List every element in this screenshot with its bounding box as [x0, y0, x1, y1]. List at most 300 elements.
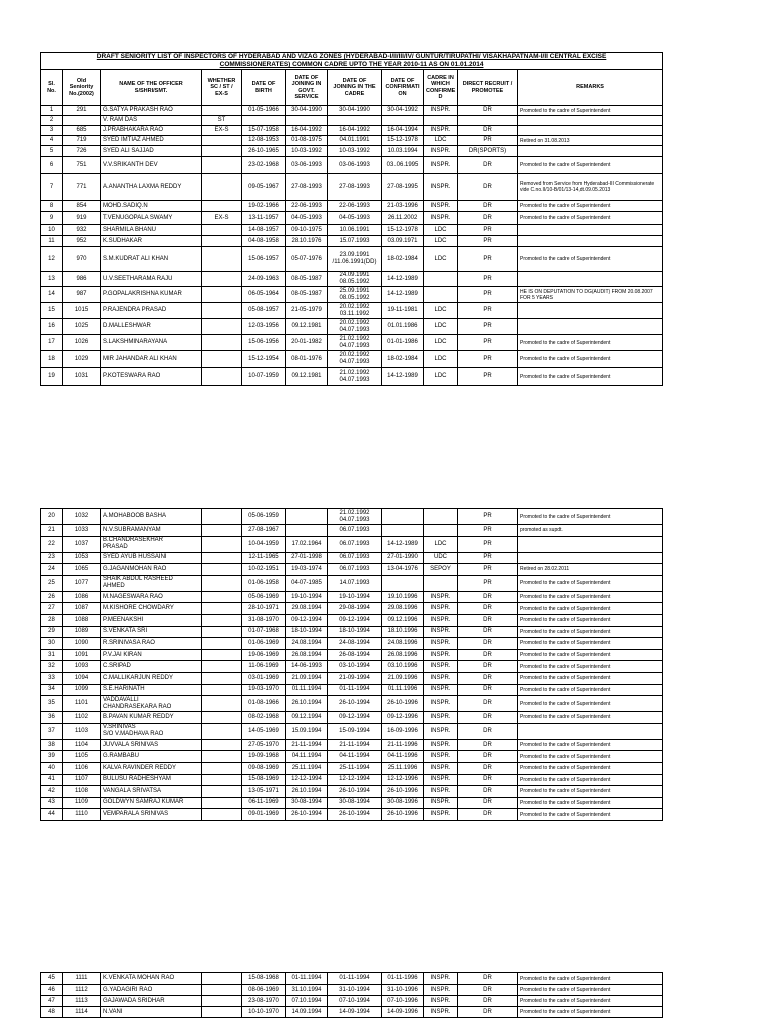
cell-doj-cadre: 12-12-1994: [328, 774, 382, 786]
cell-dob: 11-06-1969: [242, 661, 286, 673]
cell-slno: 42: [41, 786, 63, 798]
table-row: [41, 751, 663, 763]
cell-doj-cadre: 04-11-1994: [328, 751, 382, 763]
cell-old-seniority: 987: [63, 287, 101, 303]
cell-remarks: Promoted to the cadre of Superintendent: [518, 739, 663, 751]
cell-remarks: Promoted to the cadre of Superintendent: [518, 762, 663, 774]
cell-slno: 5: [41, 146, 63, 157]
table-row: [41, 723, 663, 739]
cell-slno: 30: [41, 638, 63, 650]
seniority-table: [40, 508, 663, 821]
cell-name: A.ANANTHA LAXMA REDDY: [101, 174, 202, 201]
cell-remarks: Promoted to the cadre of Superintendent: [518, 638, 663, 650]
cell-remarks: Promoted to the cadre of Superintendent: [518, 509, 663, 525]
cell-doj-govt: 27-08-1993: [286, 174, 328, 201]
cell-category: [202, 603, 242, 615]
table-row: [41, 973, 663, 985]
cell-cadre-confirmed: INSPR.: [424, 723, 458, 739]
cell-confirmation: 18.10.1996: [382, 626, 424, 638]
table-row: [41, 1007, 663, 1018]
cell-slno: 25: [41, 575, 63, 591]
cell-doj-govt: 19-03-1974: [286, 564, 328, 576]
cell-category: [202, 174, 242, 201]
cell-confirmation: 30-08-1996: [382, 797, 424, 809]
cell-cadre-confirmed: INSPR.: [424, 614, 458, 626]
cell-dob: 19-06-1969: [242, 649, 286, 661]
cell-confirmation: 26-10-1996: [382, 696, 424, 712]
cell-name: N.VANI: [101, 1007, 202, 1018]
cell-remarks: Promoted to the cadre of Superintendent: [518, 591, 663, 603]
cell-doj-cadre: 29-08-1994: [328, 603, 382, 615]
cell-remarks: Removed from Service from Hyderabad-III Commissionerate vide C.no.II/10-B/01/13-14,dt.09.05.2013: [518, 174, 663, 201]
cell-remarks: [518, 319, 663, 335]
header-remarks: REMARKS: [518, 70, 663, 106]
cell-doj-govt: 01-11.1994: [286, 973, 328, 985]
cell-recruit: DR: [458, 591, 518, 603]
cell-confirmation: 27-01-1990: [382, 552, 424, 564]
cell-dob: 15-07-1958: [242, 126, 286, 136]
cell-doj-cadre: 20.02.1992 04.07.1993: [328, 351, 382, 368]
cell-doj-govt: [286, 509, 328, 525]
cell-remarks: Retired on 31.08.2013: [518, 136, 663, 146]
cell-slno: 23: [41, 552, 63, 564]
cell-slno: 45: [41, 973, 63, 985]
cell-remarks: [518, 303, 663, 319]
cell-doj-cadre: 26-10-1994: [328, 786, 382, 798]
cell-doj-cadre: 20.02.1992 03.11.1992: [328, 303, 382, 319]
cell-dob: 12-08-1953: [242, 136, 286, 146]
table-row: [41, 762, 663, 774]
cell-old-seniority: 1093: [63, 661, 101, 673]
cell-name: S.VENKATA SRI: [101, 626, 202, 638]
cell-dob: 10-04-1959: [242, 536, 286, 552]
cell-confirmation: 14-09-1996: [382, 1007, 424, 1018]
cell-name: B.PAVAN KUMAR REDDY: [101, 712, 202, 724]
cell-remarks: Promoted to the cadre of Superintendent: [518, 212, 663, 225]
cell-category: [202, 696, 242, 712]
cell-doj-cadre: 14-09-1994: [328, 1007, 382, 1018]
cell-cadre-confirmed: [424, 525, 458, 537]
cell-slno: 21: [41, 525, 63, 537]
cell-recruit: PR: [458, 536, 518, 552]
cell-doj-govt: 21-05-1979: [286, 303, 328, 319]
cell-doj-cadre: 21.02.1992 04.07.1993: [328, 335, 382, 351]
cell-doj-govt: 14.09.1994: [286, 1007, 328, 1018]
cell-name: P.RAJENDRA PRASAD: [101, 303, 202, 319]
cell-name: C.SRIPAD: [101, 661, 202, 673]
cell-old-seniority: 1111: [63, 973, 101, 985]
cell-old-seniority: 970: [63, 247, 101, 272]
cell-slno: 3: [41, 126, 63, 136]
cell-category: [202, 996, 242, 1007]
cell-doj-cadre: 10-03-1992: [328, 146, 382, 157]
cell-recruit: PR: [458, 351, 518, 368]
cell-doj-cadre: 18-10-1994: [328, 626, 382, 638]
cell-name: M.NAGESWARA RAO: [101, 591, 202, 603]
cell-doj-cadre: 24.09.1991 08.05.1992: [328, 272, 382, 287]
cell-slno: 26: [41, 591, 63, 603]
table-row: [41, 126, 663, 136]
table-row: [41, 116, 663, 126]
cell-category: [202, 525, 242, 537]
cell-name: P.KOTESWARA RAO: [101, 368, 202, 386]
cell-doj-cadre: [328, 116, 382, 126]
cell-remarks: Promoted to the cadre of Superintendent: [518, 247, 663, 272]
table-row: [41, 797, 663, 809]
cell-cadre-confirmed: LDC: [424, 236, 458, 247]
cell-slno: 38: [41, 739, 63, 751]
cell-name: G.YADAGIRI RAO: [101, 985, 202, 996]
cell-remarks: [518, 146, 663, 157]
cell-slno: 37: [41, 723, 63, 739]
cell-dob: 12-11-1965: [242, 552, 286, 564]
cell-doj-govt: 12-12-1994: [286, 774, 328, 786]
cell-recruit: DR(SPORTS): [458, 146, 518, 157]
cell-recruit: PR: [458, 225, 518, 236]
cell-dob: 13-05-1971: [242, 786, 286, 798]
cell-slno: 36: [41, 712, 63, 724]
cell-doj-govt: 03-06-1993: [286, 157, 328, 174]
cell-old-seniority: 1099: [63, 684, 101, 696]
cell-old-seniority: 291: [63, 106, 101, 116]
cell-doj-govt: 26.08.1994: [286, 649, 328, 661]
cell-confirmation: 26.11.2002: [382, 212, 424, 225]
cell-confirmation: 09-12-1996: [382, 712, 424, 724]
header-name: NAME OF THE OFFICER S/SHRI/SMT.: [101, 70, 202, 106]
cell-doj-govt: 05-07-1976: [286, 247, 328, 272]
cell-confirmation: 07-10-1996: [382, 996, 424, 1007]
cell-old-seniority: 1113: [63, 996, 101, 1007]
cell-category: [202, 751, 242, 763]
cell-recruit: DR: [458, 157, 518, 174]
cell-dob: 01-05-1966: [242, 106, 286, 116]
cell-confirmation: 31-10-1996: [382, 985, 424, 996]
cell-doj-cadre: 01-11-1994: [328, 684, 382, 696]
cell-doj-cadre: 09-12-1994: [328, 712, 382, 724]
cell-dob: 23-02-1968: [242, 157, 286, 174]
cell-dob: 13-11-1957: [242, 212, 286, 225]
cell-dob: 19-03-1970: [242, 684, 286, 696]
cell-dob: 03-01-1969: [242, 672, 286, 684]
cell-confirmation: 14-12-1989: [382, 272, 424, 287]
cell-old-seniority: 1106: [63, 762, 101, 774]
cell-category: [202, 638, 242, 650]
table-row: [41, 247, 663, 272]
cell-cadre-confirmed: INSPR.: [424, 684, 458, 696]
cell-name: VEMPARALA SRINIVAS: [101, 809, 202, 821]
cell-name: SHARMILA BHANU: [101, 225, 202, 236]
cell-cadre-confirmed: UDC: [424, 552, 458, 564]
cell-slno: 40: [41, 762, 63, 774]
cell-old-seniority: 1086: [63, 591, 101, 603]
cell-cadre-confirmed: [424, 509, 458, 525]
cell-confirmation: 16-04-1994: [382, 126, 424, 136]
header-dob: DATE OF BIRTH: [242, 70, 286, 106]
header-category: WHETHER SC / ST / EX-S: [202, 70, 242, 106]
cell-confirmation: 21-03-1996: [382, 201, 424, 212]
cell-slno: 4: [41, 136, 63, 146]
cell-cadre-confirmed: INSPR.: [424, 126, 458, 136]
cell-category: [202, 575, 242, 591]
cell-confirmation: 24.08.1996: [382, 638, 424, 650]
cell-slno: 47: [41, 996, 63, 1007]
cell-slno: 39: [41, 751, 63, 763]
cell-dob: 27-08-1967: [242, 525, 286, 537]
cell-slno: 17: [41, 335, 63, 351]
cell-remarks: promoted as supdt.: [518, 525, 663, 537]
cell-cadre-confirmed: LDC: [424, 368, 458, 386]
cell-slno: 44: [41, 809, 63, 821]
cell-recruit: [458, 116, 518, 126]
cell-dob: 19-09-1968: [242, 751, 286, 763]
cell-name: KALVA RAVINDER REDDY: [101, 762, 202, 774]
cell-cadre-confirmed: INSPR.: [424, 146, 458, 157]
cell-dob: 14-08-1957: [242, 225, 286, 236]
cell-category: [202, 247, 242, 272]
cell-doj-govt: 09.12.1981: [286, 319, 328, 335]
table-row: [41, 368, 663, 386]
cell-remarks: Promoted to the cadre of Superintendent: [518, 649, 663, 661]
cell-confirmation: 13-04-1976: [382, 564, 424, 576]
cell-recruit: PR: [458, 575, 518, 591]
cell-recruit: DR: [458, 614, 518, 626]
cell-name: S.M.KUDRAT ALI KHAN: [101, 247, 202, 272]
table-row: [41, 575, 663, 591]
cell-doj-govt: 14-06-1993: [286, 661, 328, 673]
cell-dob: 06-11-1969: [242, 797, 286, 809]
table-row: [41, 319, 663, 335]
cell-category: [202, 509, 242, 525]
cell-name: K.SUDHAKAR: [101, 236, 202, 247]
cell-doj-govt: 27-01-1998: [286, 552, 328, 564]
table-row: [41, 272, 663, 287]
cell-category: [202, 287, 242, 303]
cell-slno: 34: [41, 684, 63, 696]
cell-cadre-confirmed: INSPR.: [424, 809, 458, 821]
cell-old-seniority: 1033: [63, 525, 101, 537]
header-old-seniority: Old Seniority No.(2002): [63, 70, 101, 106]
cell-slno: 41: [41, 774, 63, 786]
cell-doj-cadre: 06.07.1993: [328, 564, 382, 576]
cell-dob: 28-10-1971: [242, 603, 286, 615]
cell-confirmation: 30-04-1992: [382, 106, 424, 116]
cell-old-seniority: 1053: [63, 552, 101, 564]
table-body: [41, 509, 663, 821]
cell-confirmation: 26-10-1996: [382, 809, 424, 821]
cell-remarks: Promoted to the cadre of Superintendent: [518, 751, 663, 763]
cell-remarks: [518, 552, 663, 564]
cell-name: A.MOHABOOB BASHA: [101, 509, 202, 525]
cell-slno: 1: [41, 106, 63, 116]
cell-recruit: DR: [458, 126, 518, 136]
cell-cadre-confirmed: [424, 116, 458, 126]
cell-doj-govt: 18-10-1994: [286, 626, 328, 638]
cell-recruit: DR: [458, 996, 518, 1007]
cell-confirmation: 01.01.1986: [382, 319, 424, 335]
table-row: [41, 591, 663, 603]
cell-doj-cadre: 26-10-1994: [328, 809, 382, 821]
cell-cadre-confirmed: INSPR.: [424, 985, 458, 996]
cell-doj-govt: 26-10-1994: [286, 809, 328, 821]
cell-recruit: DR: [458, 174, 518, 201]
cell-doj-govt: 15.09.1994: [286, 723, 328, 739]
cell-recruit: DR: [458, 973, 518, 985]
cell-dob: 01-07-1968: [242, 626, 286, 638]
cell-slno: 19: [41, 368, 63, 386]
cell-name: SYED AYUB HUSSAINI: [101, 552, 202, 564]
cell-cadre-confirmed: INSPR.: [424, 638, 458, 650]
cell-confirmation: [382, 525, 424, 537]
cell-confirmation: 18-02-1984: [382, 351, 424, 368]
cell-cadre-confirmed: INSPR.: [424, 106, 458, 116]
cell-confirmation: 19-11-1981: [382, 303, 424, 319]
cell-remarks: Promoted to the cadre of Superintendent: [518, 201, 663, 212]
cell-slno: 13: [41, 272, 63, 287]
cell-confirmation: 21.09.1996: [382, 672, 424, 684]
cell-dob: 24-09-1963: [242, 272, 286, 287]
seniority-table: [40, 52, 663, 386]
cell-dob: 09-01-1969: [242, 809, 286, 821]
table-row: [41, 157, 663, 174]
cell-cadre-confirmed: INSPR.: [424, 591, 458, 603]
cell-recruit: PR: [458, 236, 518, 247]
cell-confirmation: [382, 116, 424, 126]
cell-remarks: [518, 116, 663, 126]
cell-category: [202, 272, 242, 287]
cell-doj-govt: 09.12.1994: [286, 712, 328, 724]
cell-category: [202, 136, 242, 146]
cell-category: [202, 661, 242, 673]
cell-remarks: Promoted to the cadre of Superintendent: [518, 661, 663, 673]
table-row: [41, 564, 663, 576]
cell-doj-govt: 20-01-1982: [286, 335, 328, 351]
cell-slno: 28: [41, 614, 63, 626]
table-row: [41, 626, 663, 638]
cell-doj-govt: 08-05-1987: [286, 287, 328, 303]
cell-doj-govt: [286, 525, 328, 537]
cell-cadre-confirmed: INSPR.: [424, 212, 458, 225]
cell-name: B.CHANDRASEKHAR PRASAD: [101, 536, 202, 552]
cell-dob: 12-03-1956: [242, 319, 286, 335]
cell-category: [202, 684, 242, 696]
cell-doj-govt: 10-03-1992: [286, 146, 328, 157]
cell-category: [202, 786, 242, 798]
cell-old-seniority: 1104: [63, 739, 101, 751]
cell-category: [202, 739, 242, 751]
cell-name: GOLDWYN SAMRAJ KUMAR: [101, 797, 202, 809]
cell-doj-govt: 19-10-1994: [286, 591, 328, 603]
cell-dob: 05-08-1957: [242, 303, 286, 319]
cell-doj-cadre: 20.02.1992 04.07.1993: [328, 319, 382, 335]
cell-dob: 10-10-1970: [242, 1007, 286, 1018]
cell-cadre-confirmed: [424, 287, 458, 303]
cell-doj-cadre: 30-04-1990: [328, 106, 382, 116]
cell-slno: 12: [41, 247, 63, 272]
cell-remarks: Promoted to the cadre of Superintendent: [518, 712, 663, 724]
cell-confirmation: 26.08.1996: [382, 649, 424, 661]
cell-category: EX-S: [202, 212, 242, 225]
cell-doj-cadre: 06.07.1993: [328, 525, 382, 537]
header-row: [41, 70, 663, 106]
cell-name: D.MALLESHWAR: [101, 319, 202, 335]
cell-cadre-confirmed: INSPR.: [424, 739, 458, 751]
cell-remarks: Promoted to the cadre of Superintendent: [518, 996, 663, 1007]
table-row: [41, 287, 663, 303]
cell-remarks: Promoted to the cadre of Superintendent: [518, 985, 663, 996]
cell-recruit: DR: [458, 672, 518, 684]
cell-remarks: Promoted to the cadre of Superintendent: [518, 106, 663, 116]
cell-dob: 19-02-1966: [242, 201, 286, 212]
cell-confirmation: 27-08-1995: [382, 174, 424, 201]
cell-dob: 06-05-1964: [242, 287, 286, 303]
cell-slno: 20: [41, 509, 63, 525]
cell-old-seniority: 1107: [63, 774, 101, 786]
cell-cadre-confirmed: SEPOY: [424, 564, 458, 576]
cell-doj-cadre: 04.01.1991: [328, 136, 382, 146]
cell-confirmation: 21-11-1996: [382, 739, 424, 751]
cell-dob: 14-05-1969: [242, 723, 286, 739]
cell-remarks: Promoted to the cadre of Superintendent: [518, 603, 663, 615]
cell-old-seniority: 1114: [63, 1007, 101, 1018]
cell-slno: 6: [41, 157, 63, 174]
cell-confirmation: 03..06.1995: [382, 157, 424, 174]
cell-old-seniority: 1110: [63, 809, 101, 821]
cell-remarks: Promoted to the cadre of Superintendent: [518, 1007, 663, 1018]
cell-old-seniority: 1065: [63, 564, 101, 576]
cell-name: SYED ALI SAJJAD: [101, 146, 202, 157]
cell-slno: 7: [41, 174, 63, 201]
cell-dob: 15-12-1954: [242, 351, 286, 368]
cell-remarks: [518, 536, 663, 552]
cell-old-seniority: 1015: [63, 303, 101, 319]
cell-recruit: DR: [458, 638, 518, 650]
cell-cadre-confirmed: LDC: [424, 319, 458, 335]
cell-recruit: PR: [458, 287, 518, 303]
cell-category: [202, 712, 242, 724]
cell-category: [202, 564, 242, 576]
cell-cadre-confirmed: LDC: [424, 536, 458, 552]
cell-recruit: PR: [458, 319, 518, 335]
cell-recruit: PR: [458, 509, 518, 525]
cell-cadre-confirmed: LDC: [424, 351, 458, 368]
table-row: [41, 136, 663, 146]
cell-name: SYED IMTIAZ AHMED: [101, 136, 202, 146]
cell-doj-cadre: 04-05-1993: [328, 212, 382, 225]
cell-category: [202, 319, 242, 335]
cell-confirmation: 15-12-1978: [382, 136, 424, 146]
cell-recruit: DR: [458, 212, 518, 225]
cell-old-seniority: 854: [63, 201, 101, 212]
cell-category: [202, 985, 242, 996]
table-row: [41, 335, 663, 351]
cell-remarks: HE IS ON DEPUTATION TO DG(AUDIT) FROM 20.08.2007 FOR 5 YEARS: [518, 287, 663, 303]
cell-doj-govt: 21.09.1994: [286, 672, 328, 684]
cell-category: ST: [202, 116, 242, 126]
cell-doj-govt: 29.08.1994: [286, 603, 328, 615]
cell-confirmation: 18-02-1984: [382, 247, 424, 272]
cell-remarks: Promoted to the cadre of Superintendent: [518, 797, 663, 809]
cell-recruit: DR: [458, 797, 518, 809]
cell-category: [202, 614, 242, 626]
cell-dob: 09-05-1967: [242, 174, 286, 201]
cell-name: V.V.SRIKANTH DEV: [101, 157, 202, 174]
cell-old-seniority: 1029: [63, 351, 101, 368]
cell-name: T.VENUGOPALA SWAMY: [101, 212, 202, 225]
cell-category: [202, 236, 242, 247]
table-row: [41, 649, 663, 661]
seniority-table-page-3: [40, 972, 662, 1018]
cell-doj-cadre: 06.07.1993: [328, 552, 382, 564]
